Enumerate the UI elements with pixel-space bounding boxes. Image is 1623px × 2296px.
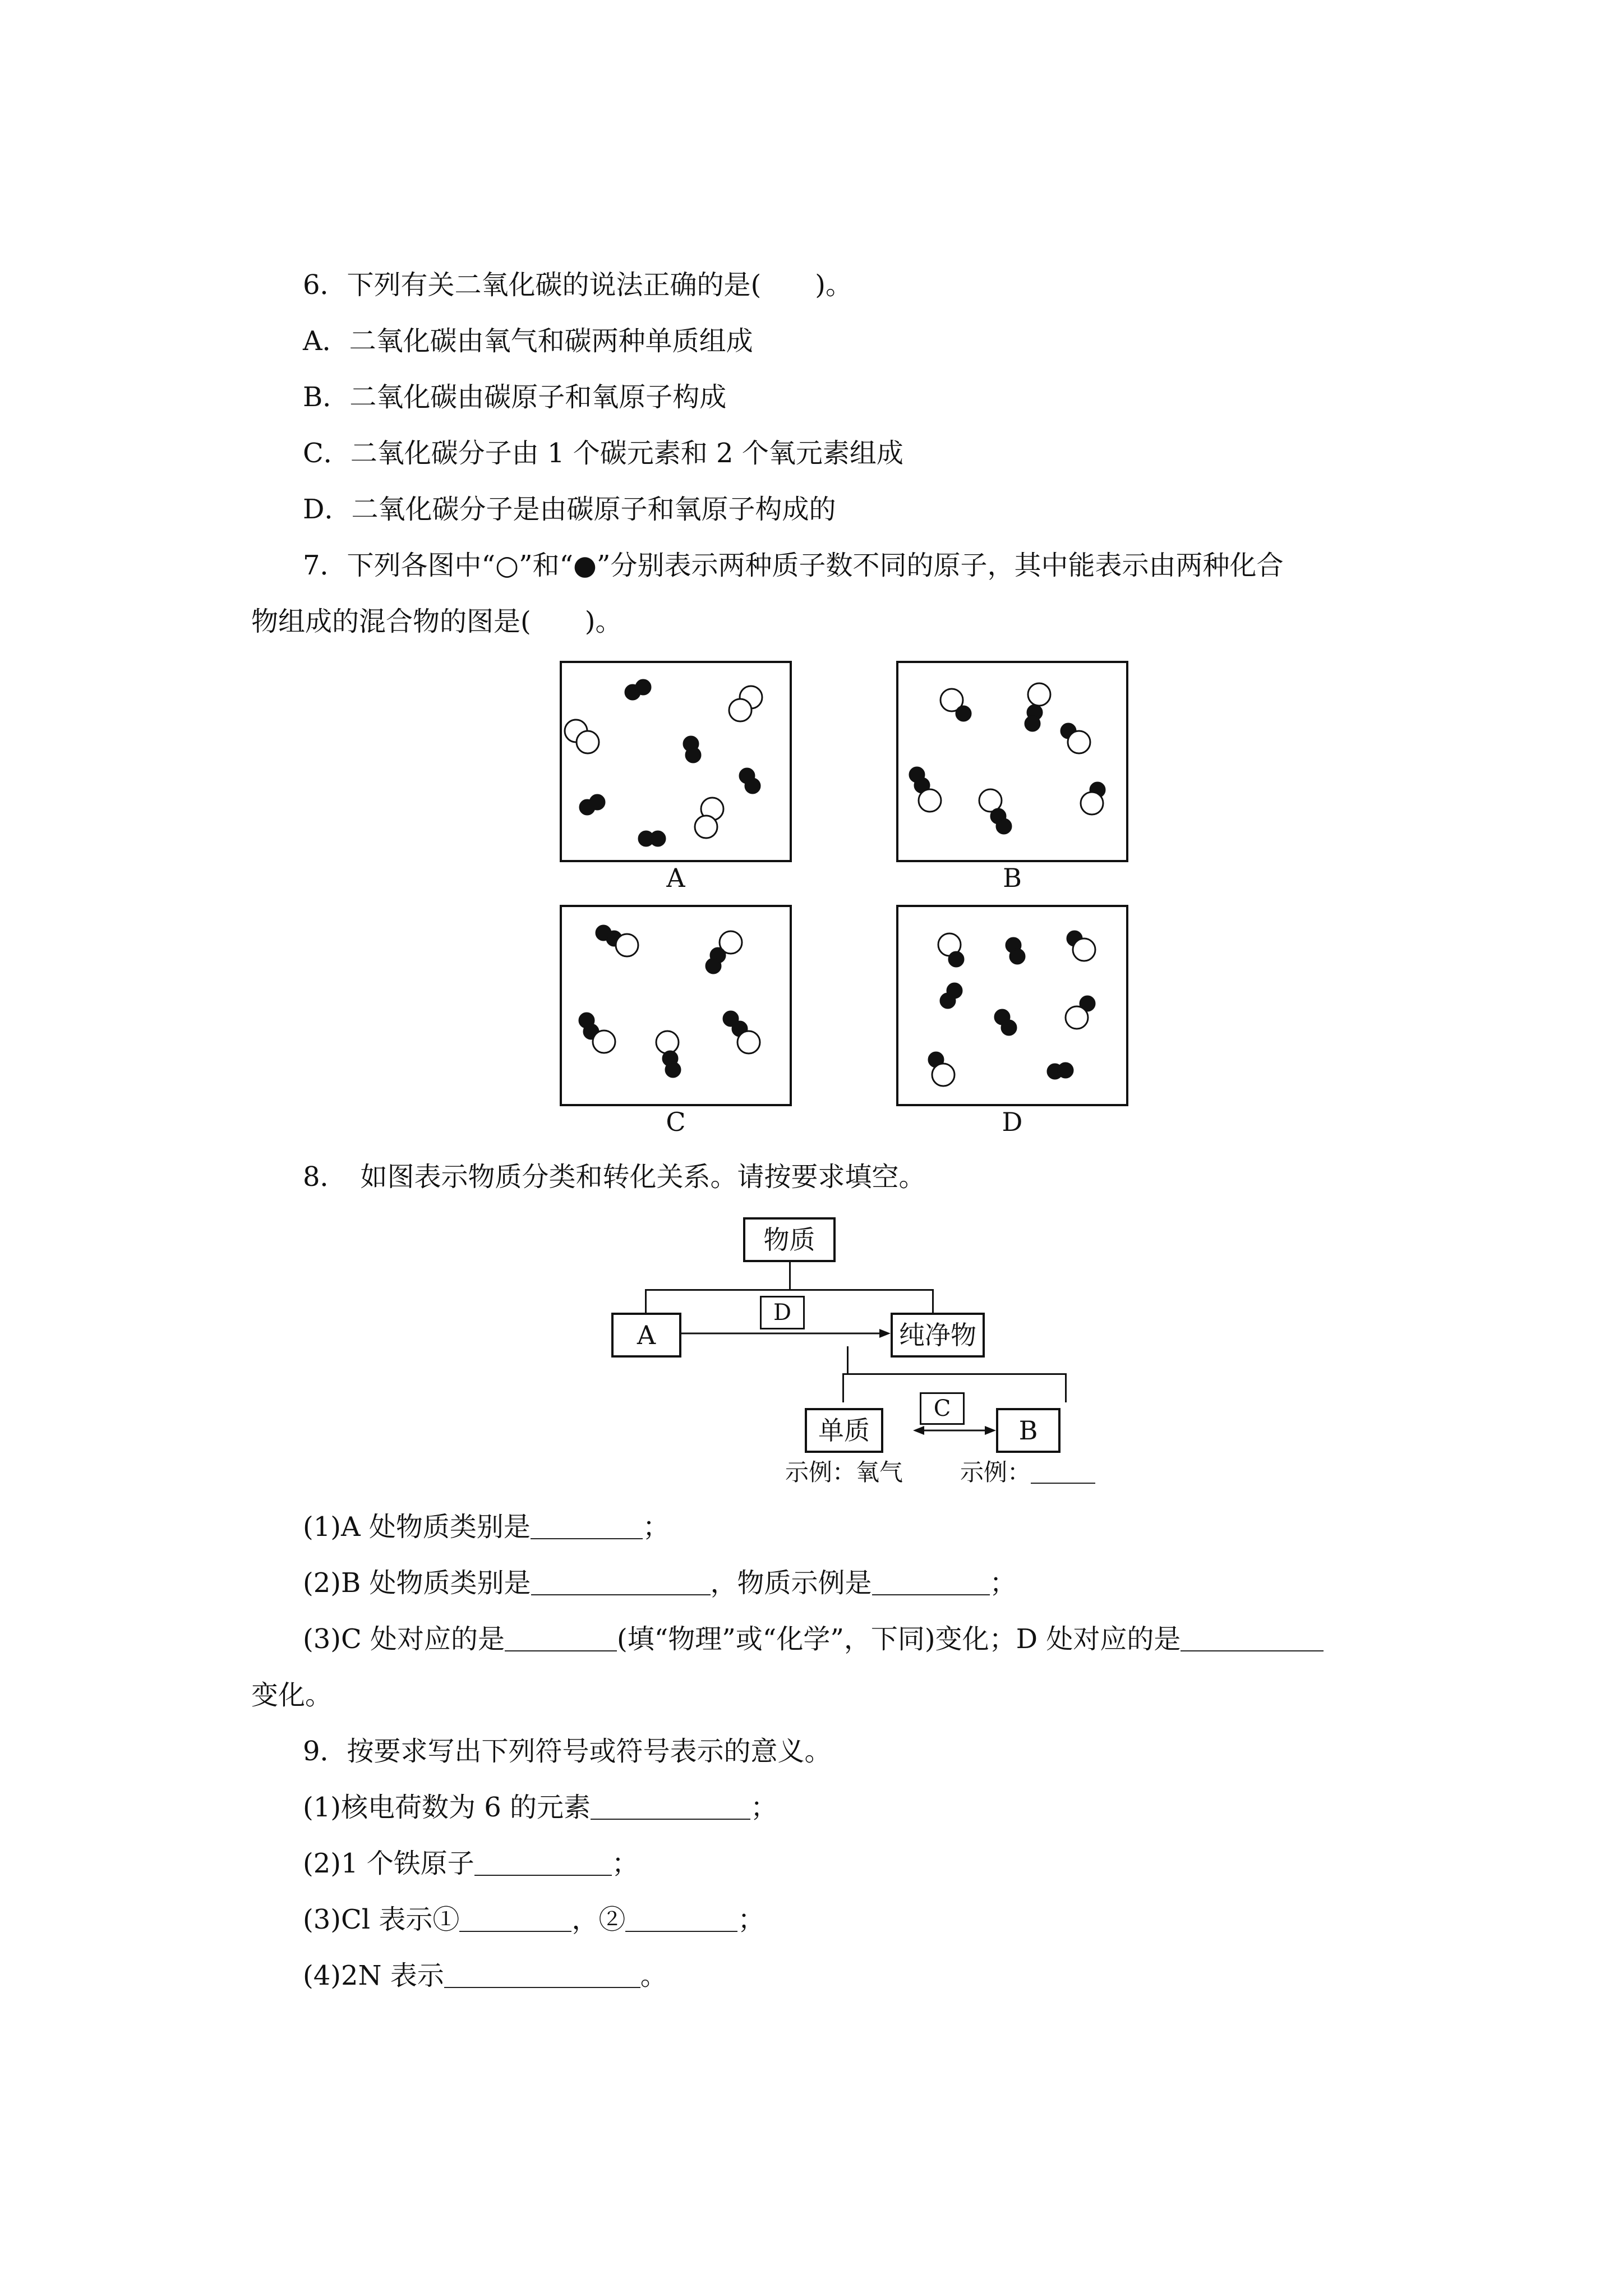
example-right: 示例： [960,1454,1095,1488]
q9-part3-blank-1[interactable] [459,1908,571,1932]
q8-part2: (2)B 处物质类别是 ，物质示例是 ； [303,1567,1017,1599]
node-pure-substance: 纯净物 [891,1313,985,1358]
q6-option-c: C．二氧化碳分子由 1 个碳元素和 2 个氧元素组成 [303,438,903,469]
panel-label-b: B [1003,863,1022,893]
q6-stem: 6．下列有关二氧化碳的说法正确的是( )。 [303,269,852,301]
q8-classification-diagram [606,1212,1088,1487]
node-d: D [760,1296,805,1329]
q8-part1: (1)A 处物质类别是 ； [303,1511,670,1543]
panel-label-d: D [1002,1107,1023,1137]
panel-label-a: A [666,863,685,893]
node-matter: 物质 [743,1217,836,1262]
q9-part1-blank[interactable] [591,1796,750,1820]
q8-part3-blank-c[interactable] [505,1628,617,1651]
node-a: A [611,1313,681,1358]
node-c: C [920,1392,965,1425]
panel-a-particles [565,680,762,846]
q9-stem: 9．按要求写出下列符号或符号表示的意义。 [303,1736,832,1767]
q9-part4-blank[interactable] [444,1964,640,1988]
q8-part2-blank-example[interactable] [872,1572,990,1595]
q8-part2-blank-category[interactable] [531,1572,711,1595]
q6-option-d: D．二氧化碳分子是由碳原子和氧原子构成的 [303,494,836,525]
q8-part1-blank[interactable] [531,1516,643,1539]
q8-part3-continued: 变化。 [251,1680,333,1711]
q9-part3-blank-2[interactable] [625,1908,737,1932]
q9-part2-blank[interactable] [474,1852,612,1876]
panel-b-frame [897,662,1127,861]
q7-stem-line2: 物组成的混合物的图是( )。 [251,606,623,637]
arrow-head-right [985,1426,996,1435]
node-b: B [996,1408,1061,1453]
example-left: 示例：氧气 [785,1458,903,1486]
q8-part3-blank-d[interactable] [1181,1628,1324,1651]
q9-part3: (3)Cl 表示① ，② ； [303,1904,765,1935]
node-simple-substance: 单质 [805,1408,883,1453]
q8-stem: 8． 如图表示物质分类和转化关系。请按要求填空。 [303,1161,926,1193]
q6-option-b: B．二氧化碳由碳原子和氧原子构成 [303,381,727,413]
q7-stem-line1: 7．下列各图中“○”和“●”分别表示两种质子数不同的原子，其中能表示由两种化合 [303,550,1284,581]
particle-diagrams [555,656,1138,1150]
q9-part2: (2)1 个铁原子 ； [303,1848,639,1879]
panel-label-c: C [666,1107,686,1137]
panel-c-particles [579,926,760,1077]
q7-particle-figure [555,656,1138,1150]
panel-b-particles [910,683,1105,834]
panel-d-particles [929,931,1095,1086]
q6-option-a: A．二氧化碳由氧气和碳两种单质组成 [303,325,753,357]
arrow-head-left [913,1426,924,1435]
q9-part4: (4)2N 表示 。 [303,1960,667,1991]
q8-part3: (3)C 处对应的是 (填“物理”或“化学”，下同)变化；D 处对应的是 [303,1622,1324,1656]
arrow-a-to-pure [879,1329,891,1338]
q9-part1: (1)核电荷数为 6 的元素 ； [303,1792,778,1823]
example-right-blank[interactable] [1031,1461,1095,1484]
